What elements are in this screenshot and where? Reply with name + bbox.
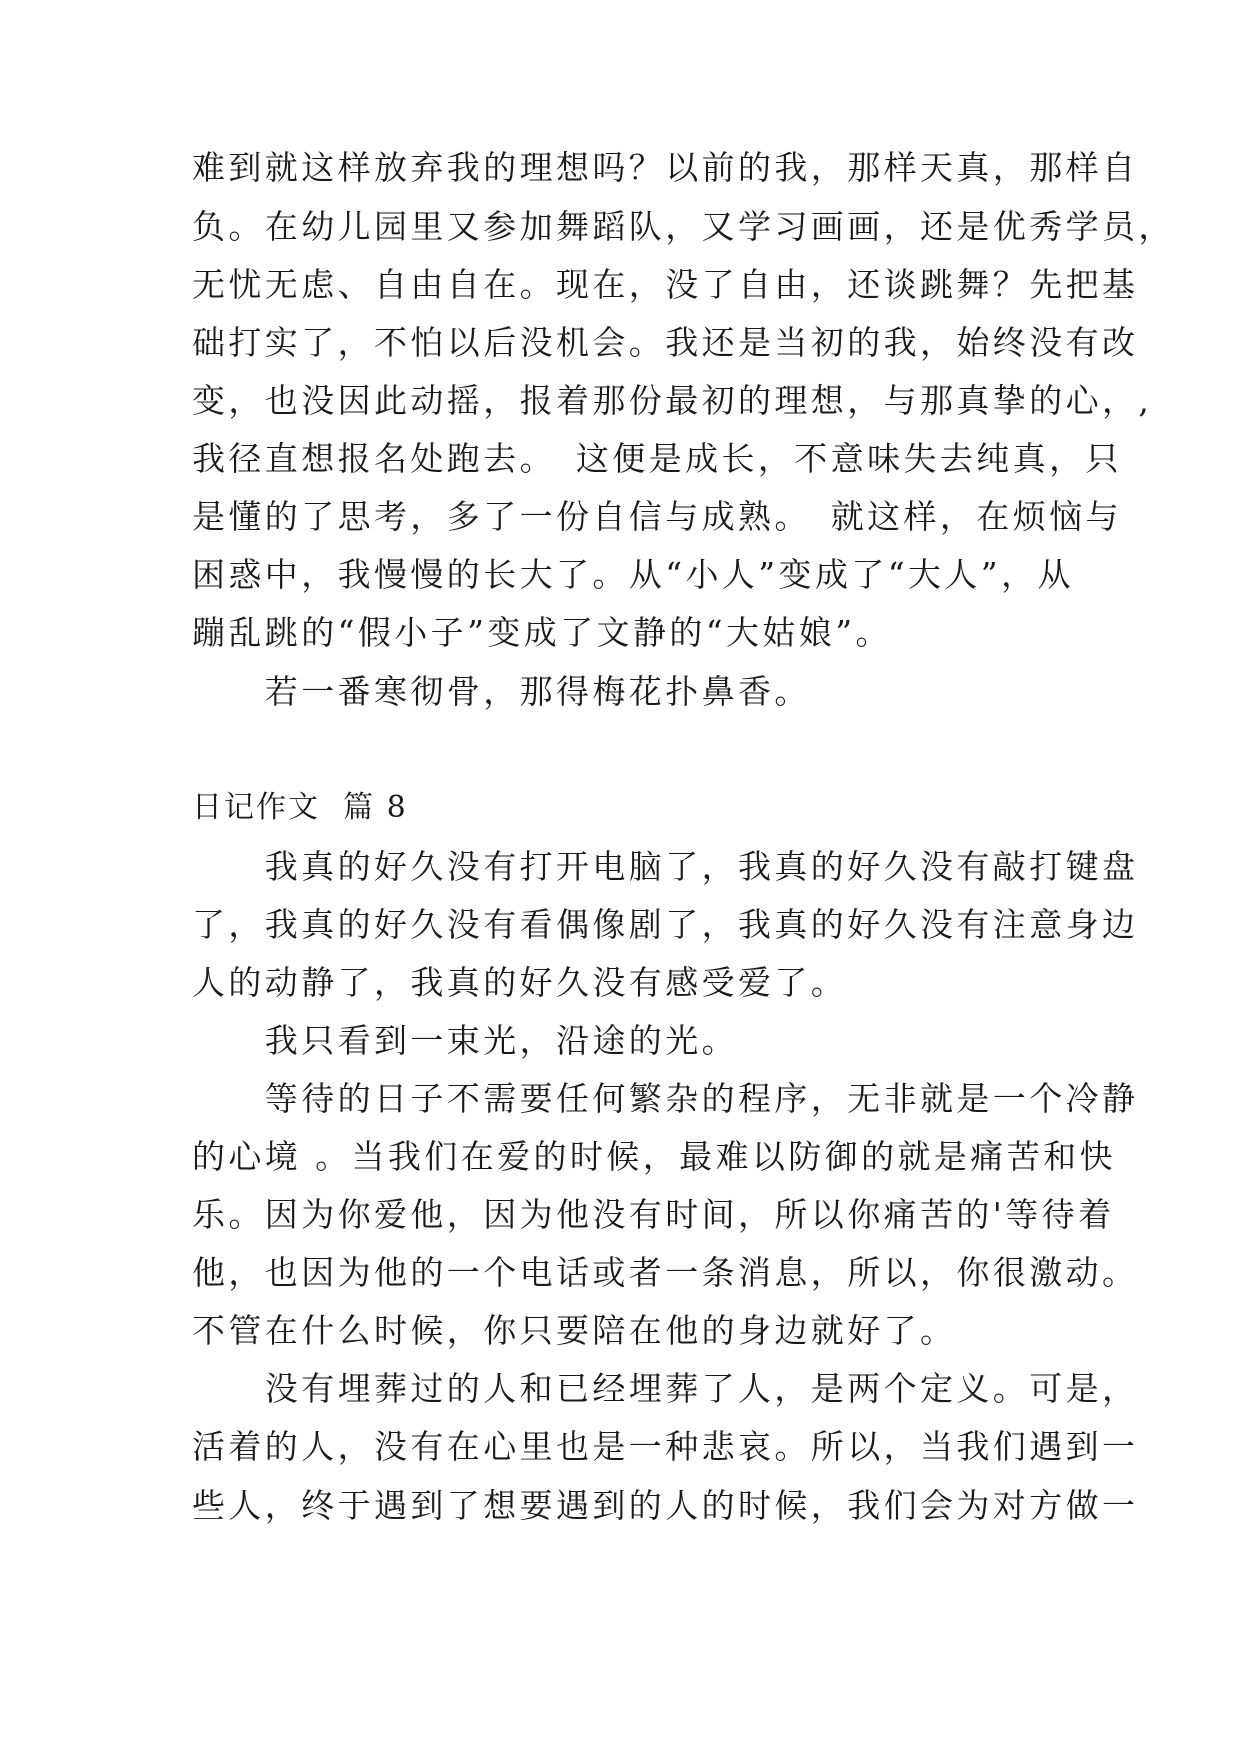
paragraph-line: 负。在幼儿园里又参加舞蹈队，又学习画画，还是优秀学员， <box>192 207 1175 246</box>
paragraph-line: 活着的人，没有在心里也是一种悲哀。所以，当我们遇到一 <box>192 1427 1139 1466</box>
paragraph-line: 我真的好久没有打开电脑了，我真的好久没有敲打键盘 <box>192 847 1139 886</box>
paragraph-line: 了，我真的好久没有看偶像剧了，我真的好久没有注意身边 <box>192 905 1139 944</box>
paragraph-line: 难到就这样放弃我的理想吗？以前的我，那样天真，那样自 <box>192 148 1139 187</box>
paragraph-line: 我只看到一束光，沿途的光。 <box>192 1021 738 1060</box>
paragraph-line: 蹦乱跳的“假小子”变成了文静的“大姑娘”。 <box>192 613 892 652</box>
paragraph-line: 等待的日子不需要任何繁杂的程序，无非就是一个冷静 <box>192 1079 1139 1118</box>
paragraph-line: 不管在什么时候，你只要陪在他的身边就好了。 <box>192 1311 957 1350</box>
paragraph-line: 的心境 。当我们在爱的时候，最难以防御的就是痛苦和快 <box>192 1137 1116 1176</box>
paragraph-line: 变，也没因此动摇，报着那份最初的理想，与那真挚的心，, <box>192 381 1153 420</box>
paragraph-line: 若一番寒彻骨，那得梅花扑鼻香。 <box>192 672 811 711</box>
paragraph-line: 我径直想报名处跑去。 这便是成长，不意味失去纯真，只 <box>192 439 1122 478</box>
paragraph-line: 无忧无虑、自由自在。现在，没了自由，还谈跳舞？先把基 <box>192 265 1139 304</box>
section-heading: 日记作文 篇 8 <box>192 790 408 825</box>
paragraph-line: 础打实了，不怕以后没机会。我还是当初的我，始终没有改 <box>192 323 1139 362</box>
paragraph-line: 没有埋葬过的人和已经埋葬了人，是两个定义。可是， <box>192 1369 1139 1408</box>
paragraph-line: 些人，终于遇到了想要遇到的人的时候，我们会为对方做一 <box>192 1486 1139 1525</box>
paragraph-line: 他，也因为他的一个电话或者一条消息，所以，你很激动。 <box>192 1253 1139 1292</box>
paragraph-line: 困惑中，我慢慢的长大了。从“小人”变成了“大人”，从 <box>192 555 1074 594</box>
paragraph-line: 人的动静了，我真的好久没有感受爱了。 <box>192 963 848 1002</box>
paragraph-line: 是懂的了思考，多了一份自信与成熟。 就这样，在烦恼与 <box>192 497 1122 536</box>
paragraph-line: 乐。因为你爱他，因为他没有时间，所以你痛苦的'等待着 <box>192 1195 1115 1234</box>
